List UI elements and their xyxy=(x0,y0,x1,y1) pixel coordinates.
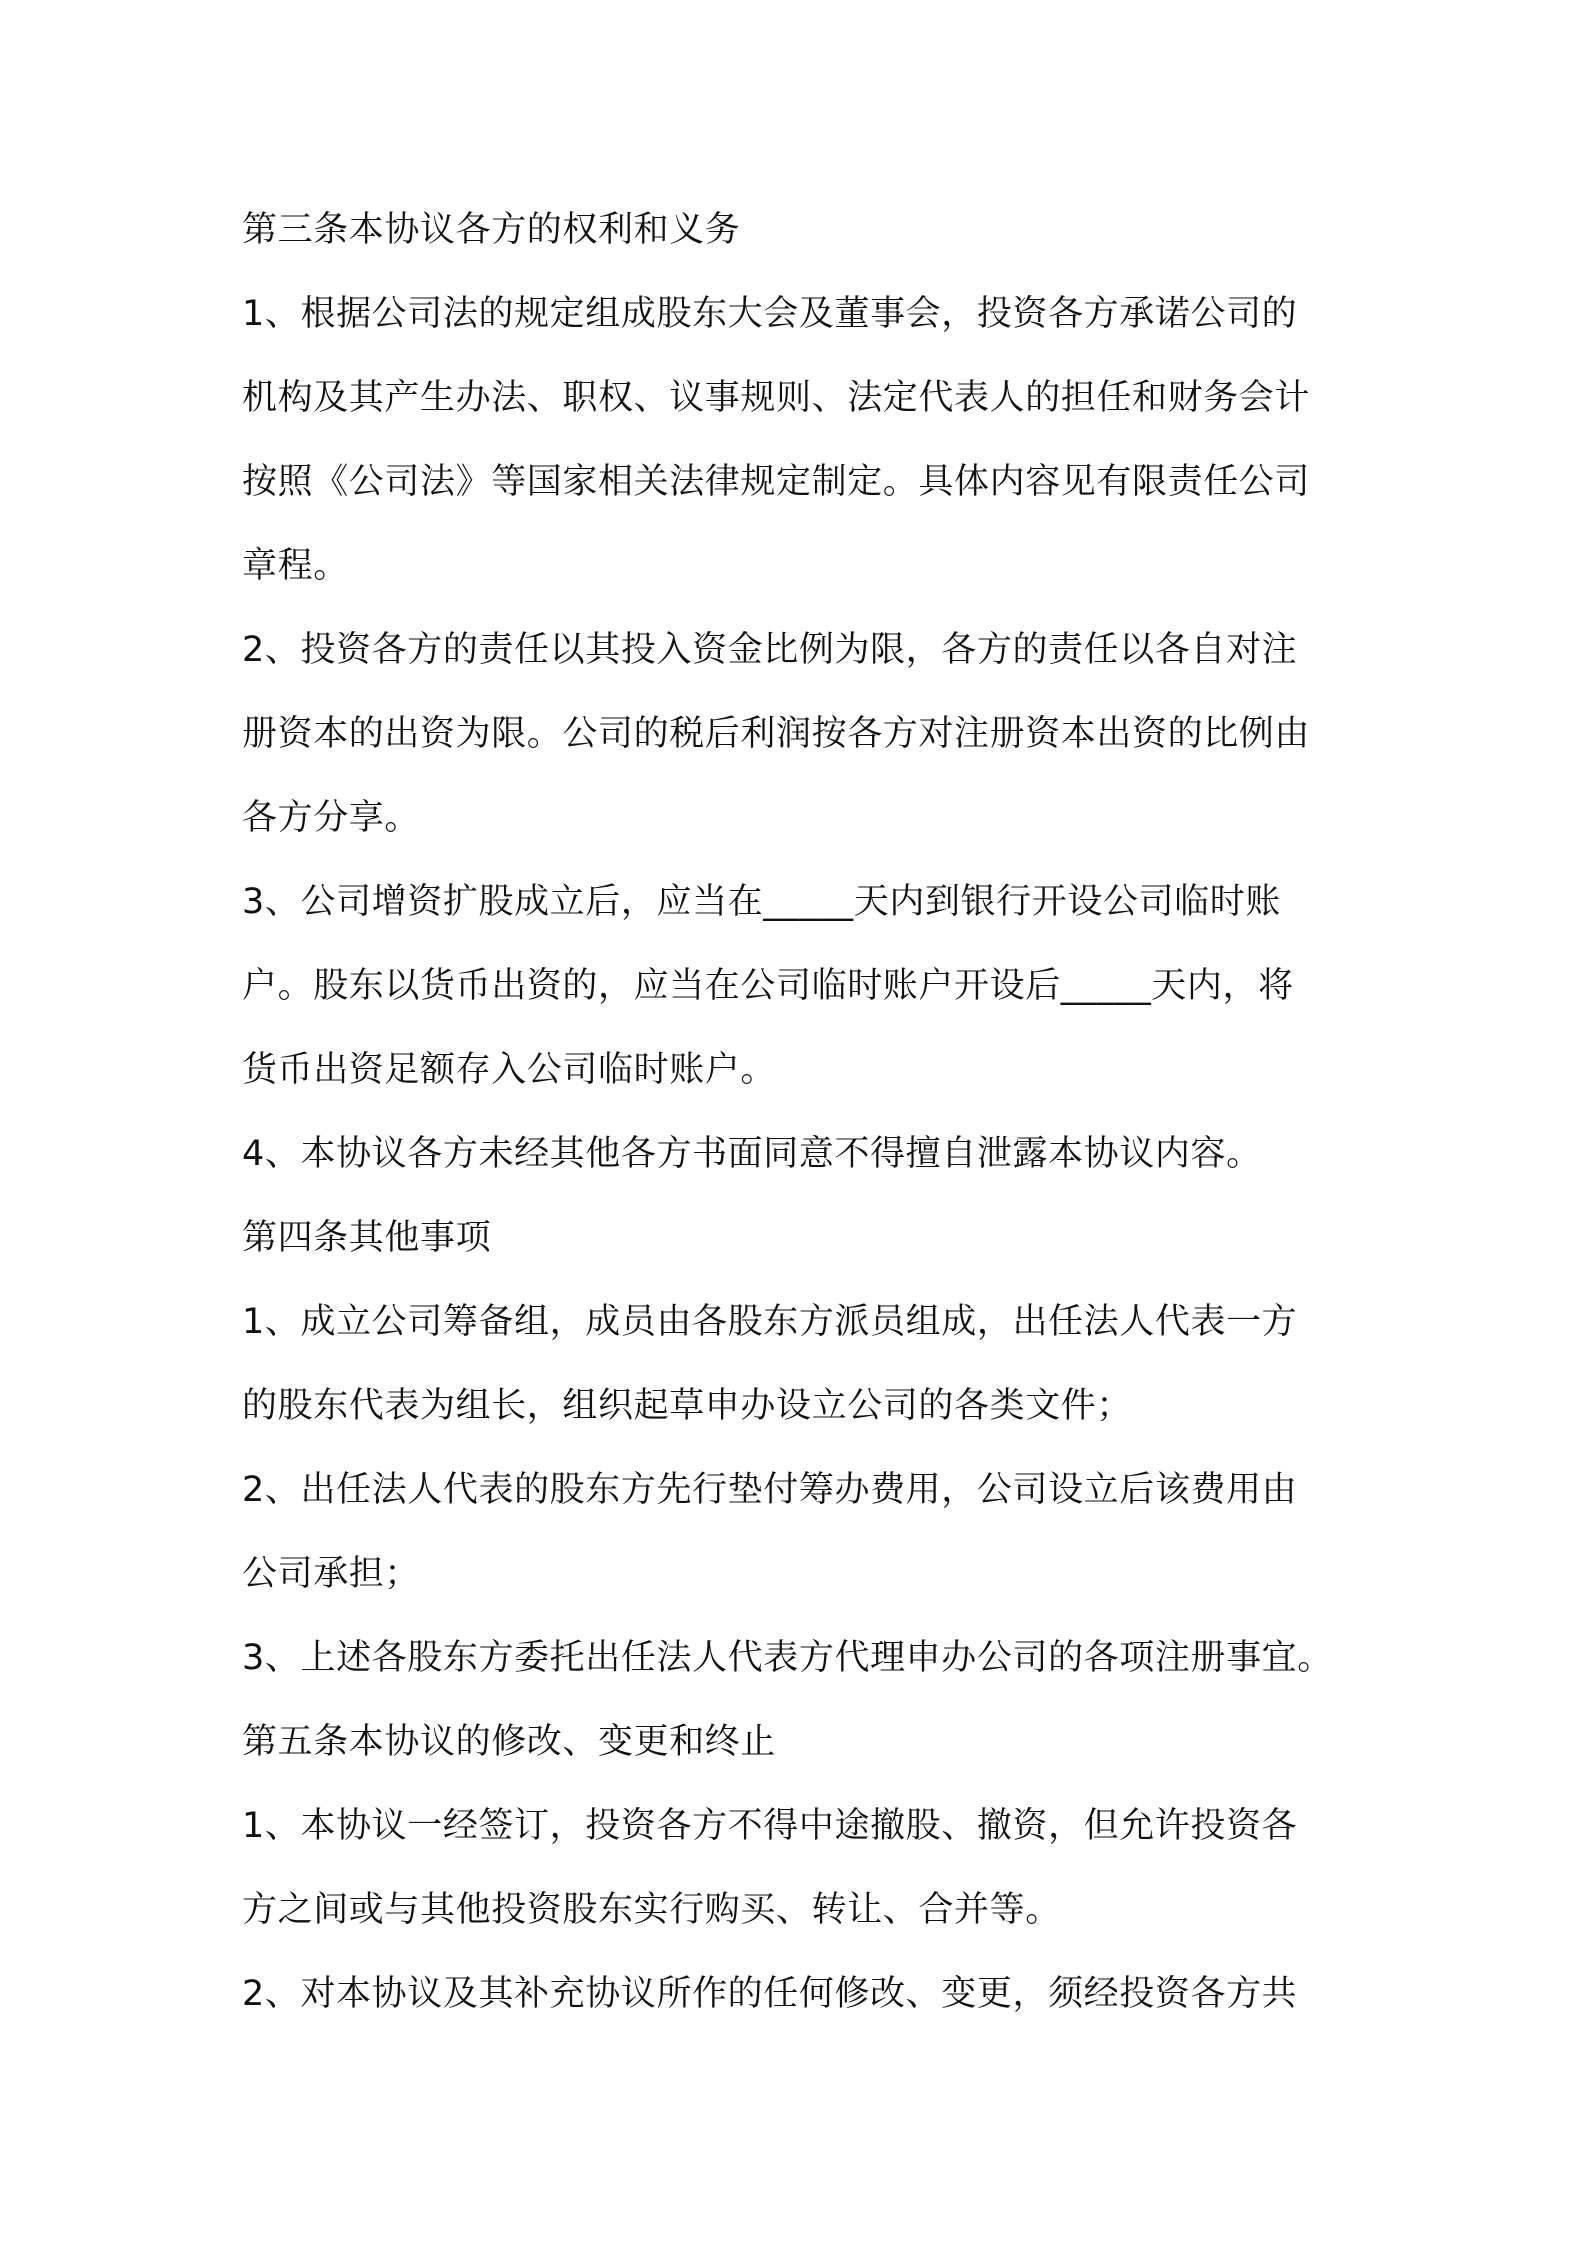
article-3-clause-3-line-1: 3、公司增资扩股成立后，应当在_____天内到银行开设公司临时账 xyxy=(242,882,1281,922)
article-3-clause-1-line-4: 章程。 xyxy=(242,546,349,586)
section-heading-article-5: 第五条本协议的修改、变更和终止 xyxy=(242,1722,777,1762)
article-5-clause-2-line-1: 2、对本协议及其补充协议所作的任何修改、变更，须经投资各方共 xyxy=(242,1974,1298,2014)
article-3-clause-2-line-3: 各方分享。 xyxy=(242,798,421,838)
article-3-clause-2-line-2: 册资本的出资为限。公司的税后利润按各方对注册资本出资的比例由 xyxy=(242,714,1311,754)
article-3-clause-2-line-1: 2、投资各方的责任以其投入资金比例为限，各方的责任以各自对注 xyxy=(242,630,1298,670)
article-4-clause-1-line-1: 1、成立公司筹备组，成员由各股东方派员组成，出任法人代表一方 xyxy=(242,1302,1298,1342)
article-3-clause-3-line-3: 货币出资足额存入公司临时账户。 xyxy=(242,1050,777,1090)
article-4-clause-2-line-2: 公司承担； xyxy=(242,1554,421,1594)
article-3-clause-4: 4、本协议各方未经其他各方书面同意不得擅自泄露本协议内容。 xyxy=(242,1134,1262,1174)
article-4-clause-3: 3、上述各股东方委托出任法人代表方代理申办公司的各项注册事宜。 xyxy=(242,1638,1333,1678)
article-5-clause-1-line-2: 方之间或与其他投资股东实行购买、转让、合并等。 xyxy=(242,1890,1061,1930)
article-3-clause-1-line-2: 机构及其产生办法、职权、议事规则、法定代表人的担任和财务会计 xyxy=(242,378,1311,418)
article-3-clause-1-line-1: 1、根据公司法的规定组成股东大会及董事会，投资各方承诺公司的 xyxy=(242,294,1298,334)
article-4-clause-2-line-1: 2、出任法人代表的股东方先行垫付筹办费用，公司设立后该费用由 xyxy=(242,1470,1298,1510)
section-heading-article-4: 第四条其他事项 xyxy=(242,1218,492,1258)
section-heading-article-3: 第三条本协议各方的权利和义务 xyxy=(242,210,741,250)
article-3-clause-1-line-3: 按照《公司法》等国家相关法律规定制定。具体内容见有限责任公司 xyxy=(242,462,1311,502)
article-3-clause-3-line-2: 户。股东以货币出资的，应当在公司临时账户开设后_____天内，将 xyxy=(242,966,1294,1006)
article-5-clause-1-line-1: 1、本协议一经签订，投资各方不得中途撤股、撤资，但允许投资各 xyxy=(242,1806,1298,1846)
article-4-clause-1-line-2: 的股东代表为组长，组织起草申办设立公司的各类文件； xyxy=(242,1386,1133,1426)
